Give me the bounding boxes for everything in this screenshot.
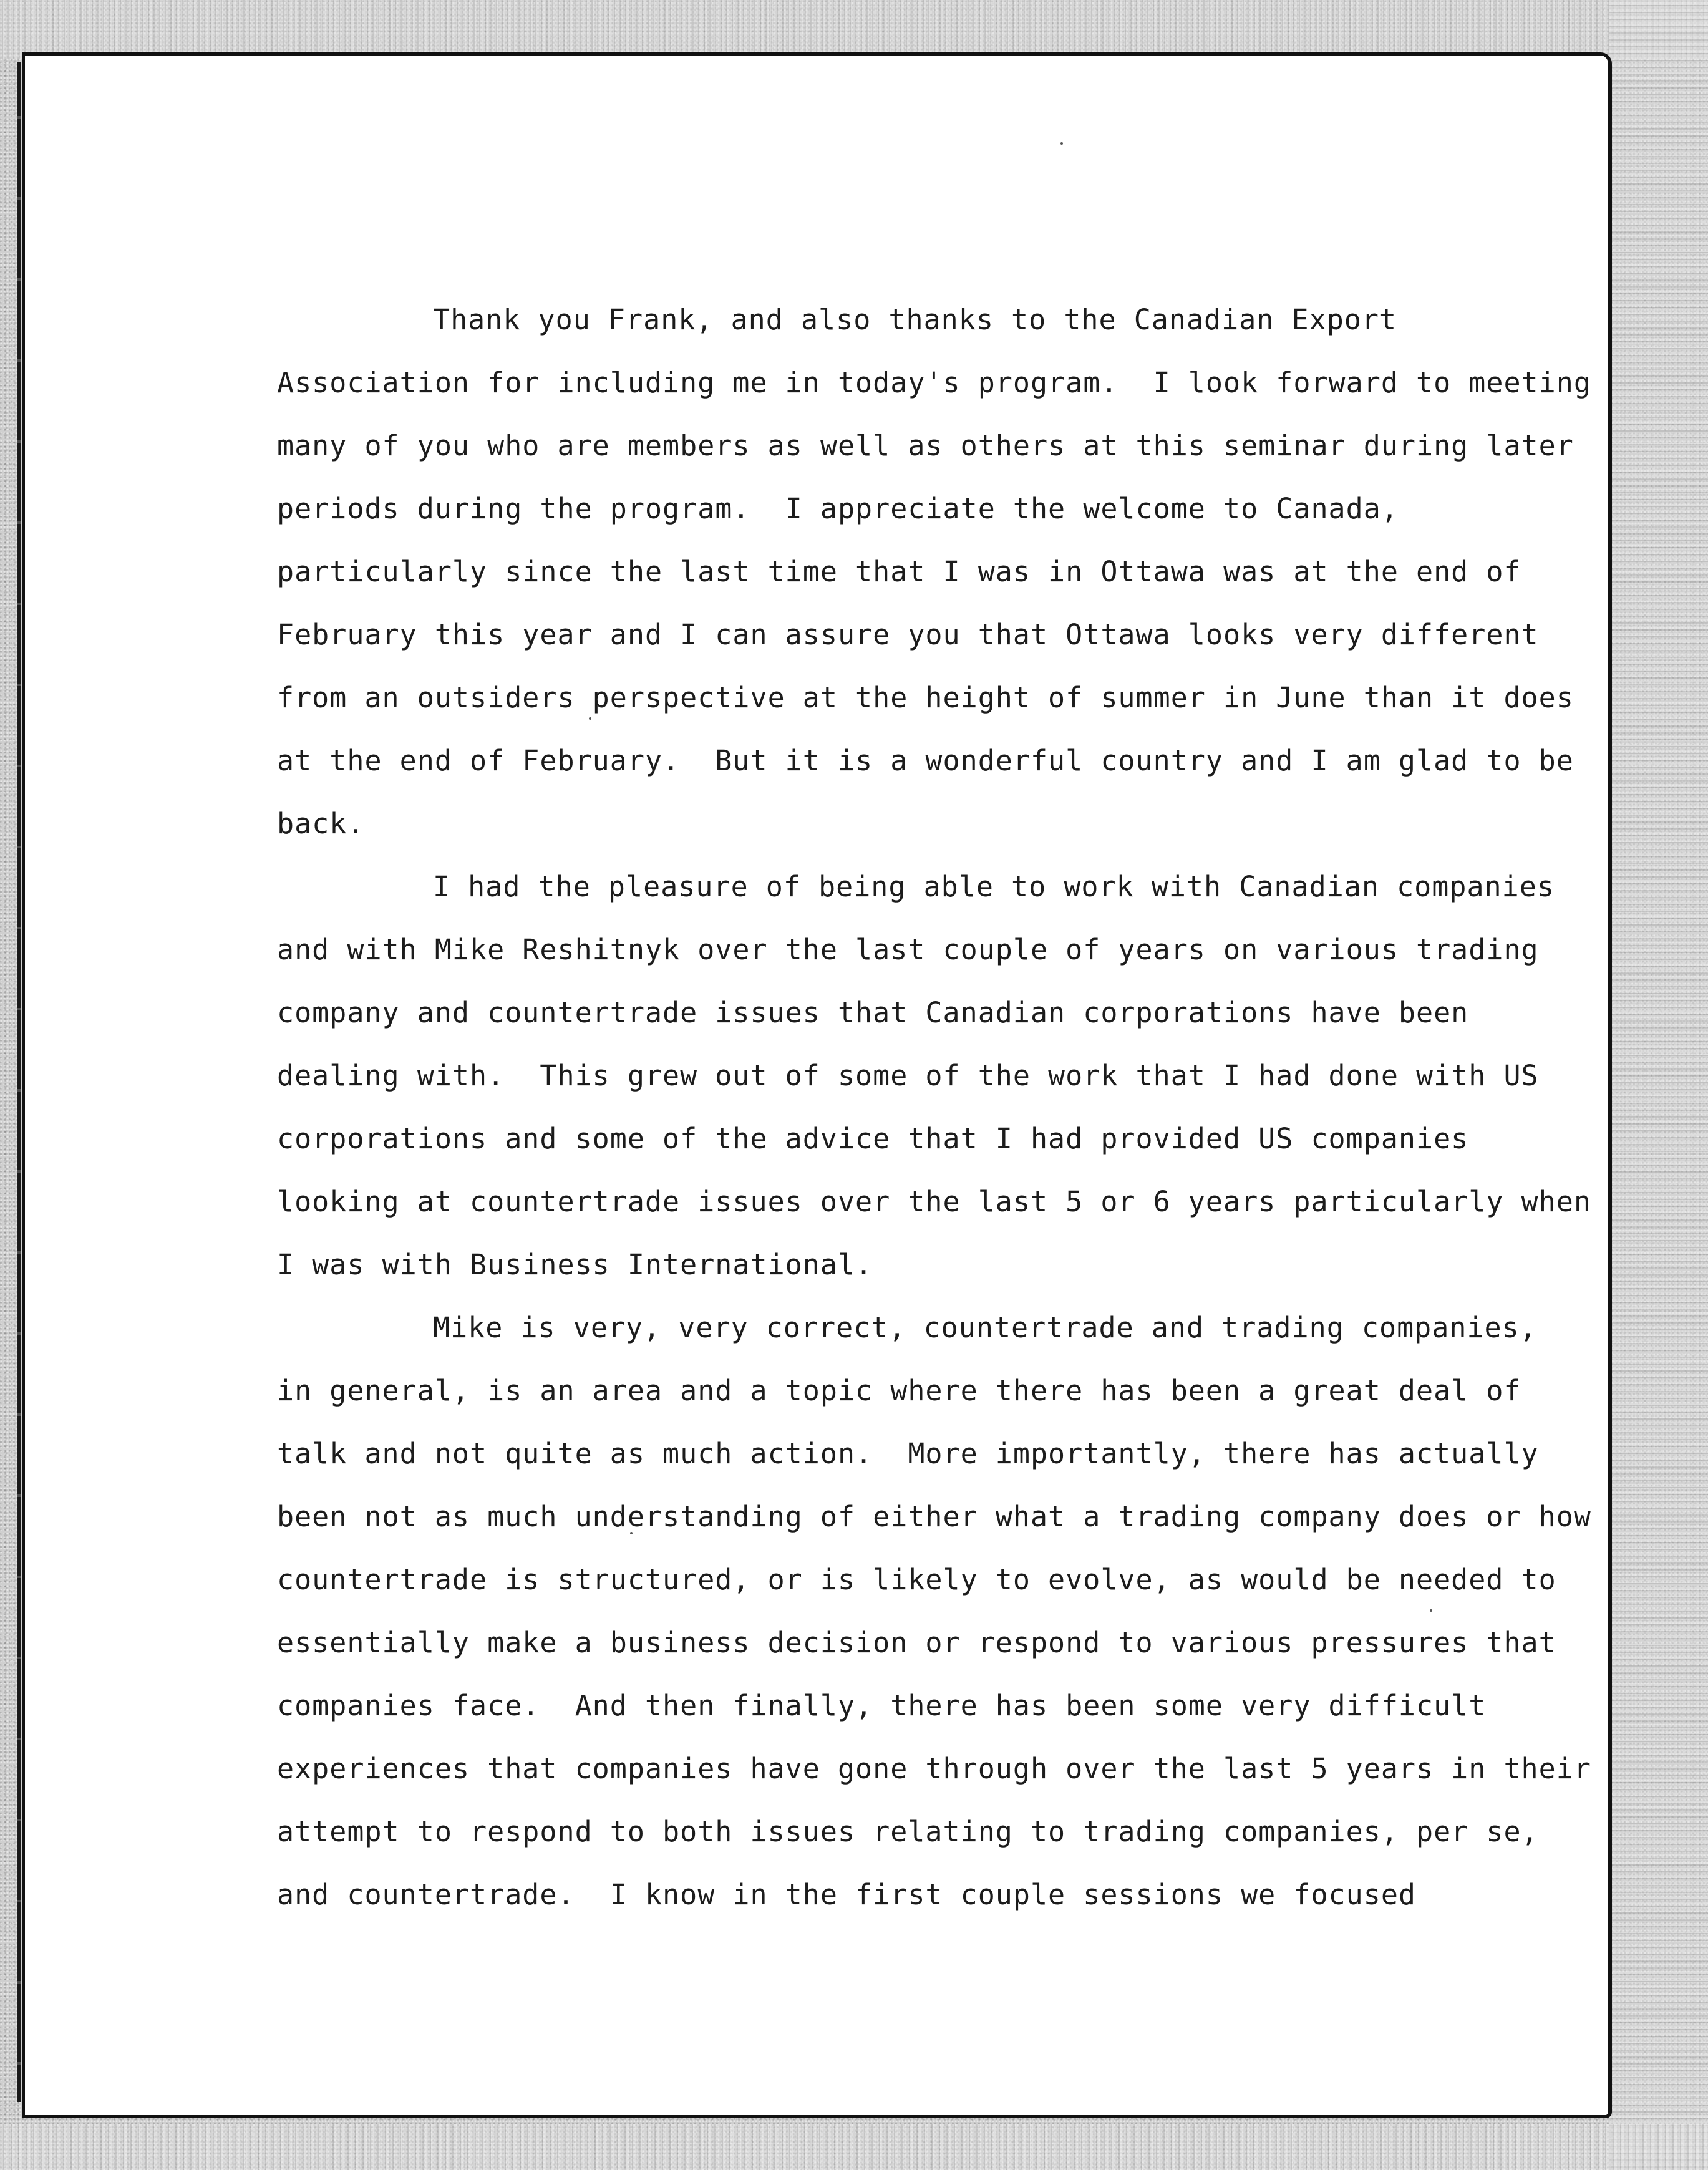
text-line: from an outsiders perspective at the height of summer in June than it does <box>277 681 1574 714</box>
scan-border-top <box>0 0 1708 59</box>
scan-border-bottom <box>0 2124 1708 2170</box>
scan-speck <box>1060 142 1063 145</box>
text-line: particularly since the last time that I was in Ottawa was at the end of <box>277 555 1521 588</box>
scan-border-right <box>1609 0 1708 2170</box>
text-line: and countertrade. I know in the first couple sessions we focused <box>277 1878 1416 1911</box>
text-line: periods during the program. I appreciate the welcome to Canada, <box>277 492 1399 525</box>
text-line: talk and not quite as much action. More importantly, there has actually <box>277 1437 1539 1470</box>
document-body <box>277 288 1591 1926</box>
text-line: in general, is an area and a topic where there has been a great deal of <box>277 1374 1521 1407</box>
text-line: looking at countertrade issues over the last 5 or 6 years particularly when <box>277 1185 1591 1218</box>
page-binding-edge <box>17 62 21 2102</box>
text-line: back. <box>277 807 365 840</box>
text-line: essentially make a business decision or respond to various pressures that <box>277 1626 1556 1659</box>
text-line: I was with Business International. <box>277 1248 873 1281</box>
text-line: Thank you Frank, and also thanks to the Canadian Export <box>433 303 1397 336</box>
text-line: company and countertrade issues that Canadian corporations have been <box>277 996 1469 1029</box>
text-line: and with Mike Reshitnyk over the last couple of years on various trading <box>277 933 1539 966</box>
text-line: at the end of February. But it is a wonderful country and I am glad to be <box>277 744 1574 777</box>
text-line: February this year and I can assure you that Ottawa looks very different <box>277 618 1539 651</box>
text-line: Association for including me in today's program. I look forward to meeting <box>277 366 1591 399</box>
text-line: experiences that companies have gone through over the last 5 years in their <box>277 1752 1591 1785</box>
text-line: dealing with. This grew out of some of the work that I had done with US <box>277 1059 1539 1092</box>
text-line: Mike is very, very correct, countertrade and trading companies, <box>433 1311 1537 1344</box>
text-line: corporations and some of the advice that I had provided US companies <box>277 1122 1469 1155</box>
text-line: countertrade is structured, or is likely to evolve, as would be needed to <box>277 1563 1556 1596</box>
text-line: been not as much understanding of either what a trading company does or how <box>277 1500 1591 1533</box>
text-line: many of you who are members as well as others at this seminar during later <box>277 429 1574 462</box>
text-line: companies face. And then finally, there has been some very difficult <box>277 1689 1487 1722</box>
text-line: I had the pleasure of being able to work with Canadian companies <box>433 870 1555 903</box>
text-line: attempt to respond to both issues relating to trading companies, per se, <box>277 1815 1539 1848</box>
